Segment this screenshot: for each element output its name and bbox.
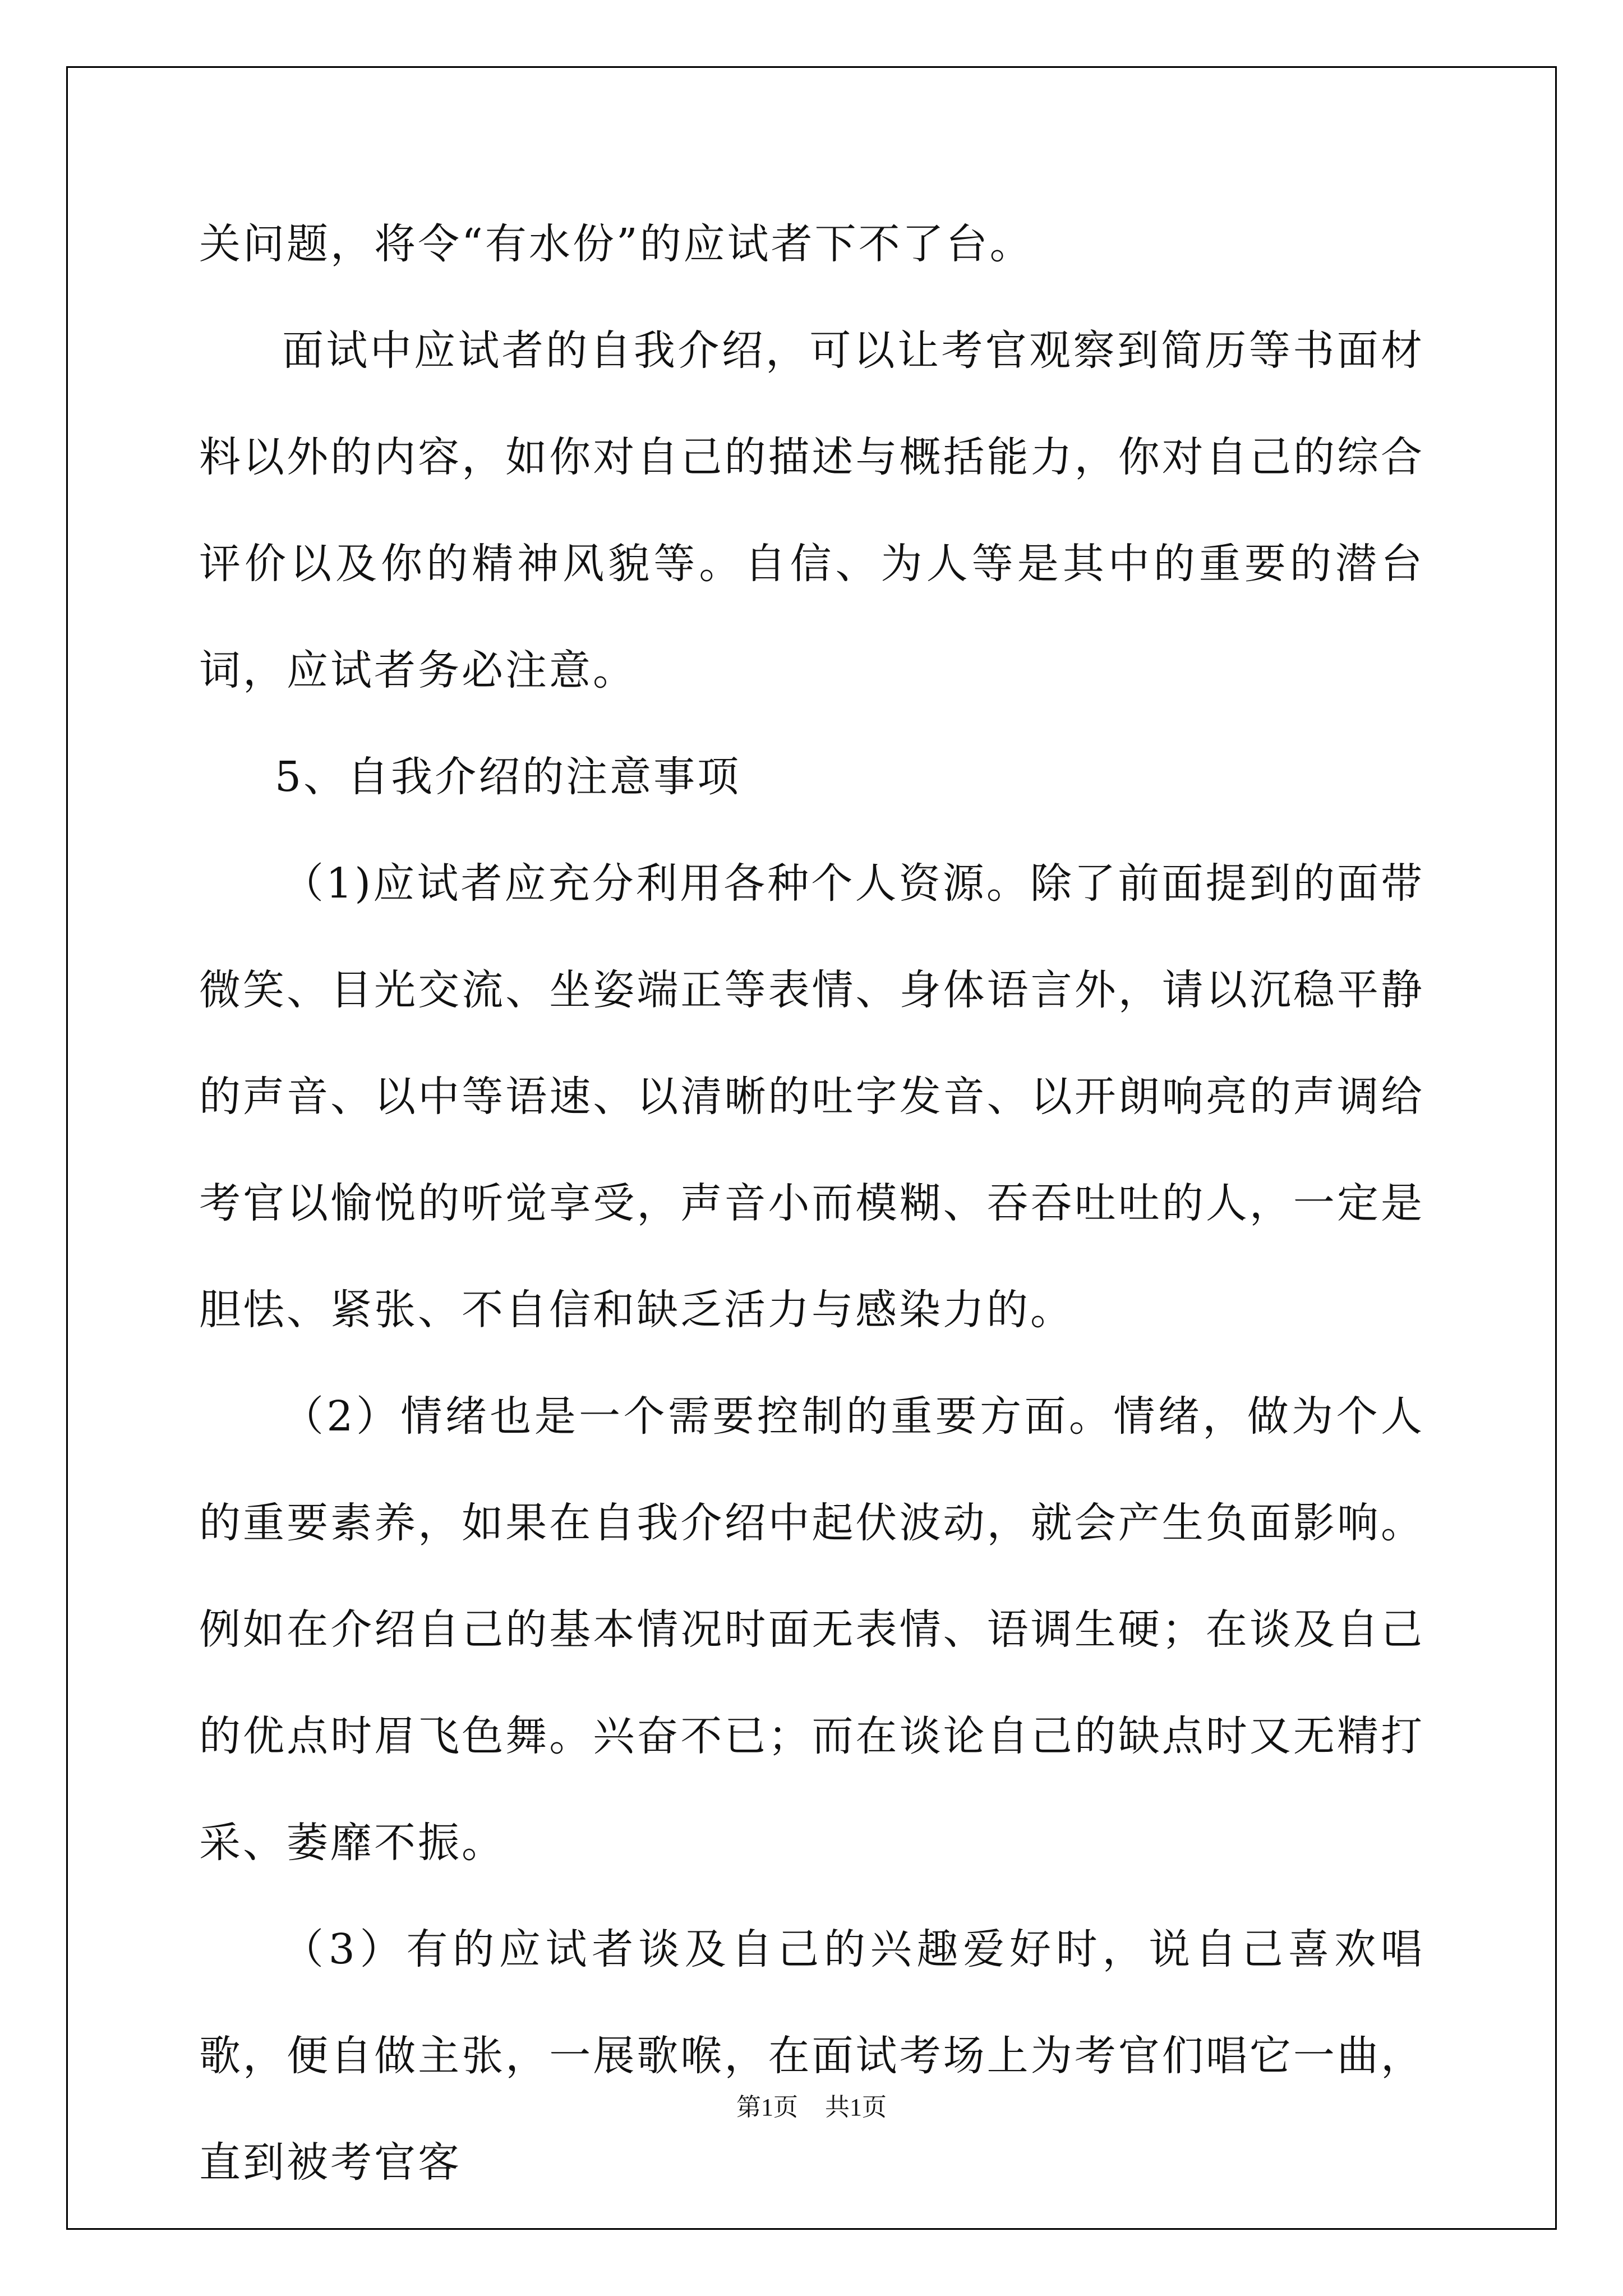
paragraph-item-2: （2）情绪也是一个需要控制的重要方面。情绪，做为个人的重要素养，如果在自我介绍中起伏波动，就会产生负面影响。例如在介绍自己的基本情况时面无表情、语调生硬；在谈及自己的优点时眉飞色舞。兴奋不已；而在谈论自己的缺点时又无精打采、萎靡不振。 (199, 1392, 1424, 1867)
paragraph-self-introduction: 面试中应试者的自我介绍，可以让考官观察到简历等书面材料以外的内容，如你对自己的描述与概括能力，你对自己的综合评价以及你的精神风貌等。自信、为人等是其中的重要的潜台词，应试者务必注意。 (199, 326, 1424, 694)
paragraph-item-3: （3）有的应试者谈及自己的兴趣爱好时，说自己喜欢唱歌，便自做主张，一展歌喉，在面试考场上为考官们唱它一曲，直到被考官客 (199, 1925, 1424, 2187)
page-total: 共1页 (825, 2093, 887, 2121)
page-number: 第1页 (736, 2093, 798, 2121)
paragraph-item-1: （1)应试者应充分利用各种个人资源。除了前面提到的面带微笑、目光交流、坐姿端正等表情、身体语言外，请以沉稳平静的声音、以中等语速、以清晰的吐字发音、以开朗响亮的声调给考官以愉悦的听觉享受，声音小而模糊、吞吞吐吐的人，一定是胆怯、紧张、不自信和缺乏活力与感染力的。 (199, 859, 1424, 1334)
paragraph-continuation: 关问题，将令“有水份”的应试者下不了台。 (199, 220, 1034, 268)
document-body (199, 191, 1424, 2216)
section-heading: 5、自我介绍的注意事项 (275, 753, 741, 801)
page-footer (0, 2087, 1623, 2123)
